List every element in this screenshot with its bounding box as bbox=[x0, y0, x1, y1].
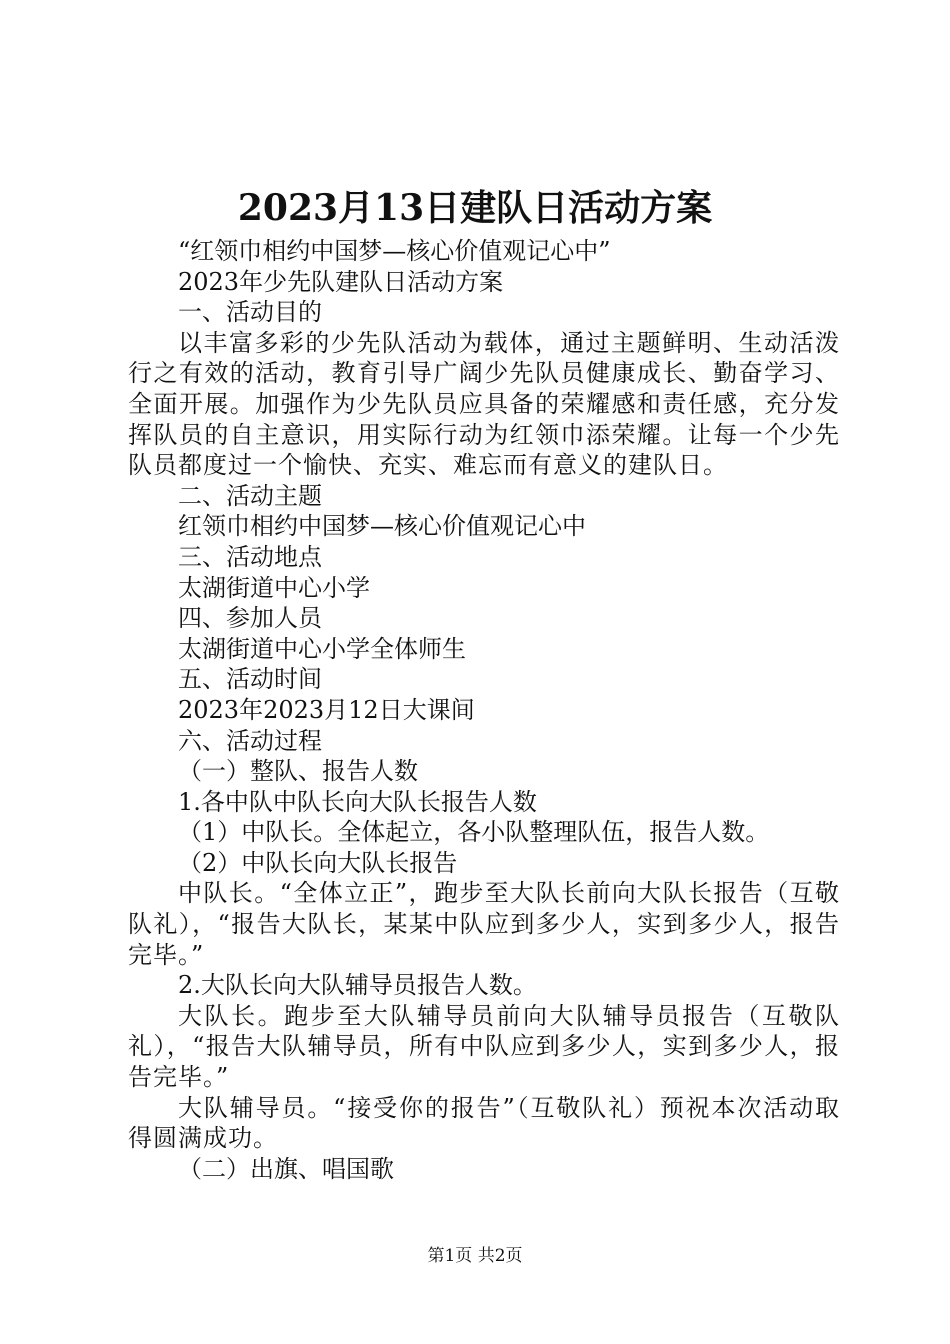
counselor-reply-paragraph: 大队辅导员。“接受你的报告”（互敬队礼）预祝本次活动取得圆满成功。 bbox=[128, 1093, 840, 1153]
slogan-line: “红领巾相约中国梦—核心价值观记心中” bbox=[178, 237, 611, 265]
document-title: 2023月13日建队日活动方案 bbox=[237, 187, 713, 229]
squadron-report-paragraph: 中队长。“全体立正”，跑步至大队长前向大队长报告（互敬队礼），“报告大队长，某某中队应到多少人，实到多少人，报告完毕。” bbox=[128, 879, 840, 969]
process-item-1: （1）中队长。全体起立，各小队整理队伍，报告人数。 bbox=[178, 818, 770, 847]
heading-participants: 四、参加人员 bbox=[178, 604, 322, 633]
process-item-2: （2）中队长向大队长报告 bbox=[178, 848, 458, 877]
heading-time: 五、活动时间 bbox=[178, 665, 322, 694]
page-footer: 第1页 共2页 bbox=[427, 1246, 523, 1266]
heading-process: 六、活动过程 bbox=[178, 726, 322, 755]
document-body bbox=[128, 236, 840, 1184]
plan-subtitle: 2023年少先队建队日活动方案 bbox=[178, 267, 504, 296]
process-step-1: （一）整队、报告人数 bbox=[178, 757, 418, 786]
heading-theme: 二、活动主题 bbox=[178, 481, 322, 510]
process-step-2: （二）出旗、唱国歌 bbox=[178, 1154, 394, 1183]
purpose-paragraph: 以丰富多彩的少先队活动为载体，通过主题鲜明、生动活泼行之有效的活动，教育引导广阔少先队员健康成长、勤奋学习、全面开展。加强作为少先队员应具备的荣耀感和责任感，充分发挥队员的自主意识，用实际行动为红领巾添荣耀。让每一个少先队员都度过一个愉快、充实、难忘而有意义的建队日。 bbox=[128, 328, 840, 480]
process-substep-2: 2.大队长向大队辅导员报告人数。 bbox=[178, 971, 537, 1000]
process-substep-1: 1.各中队中队长向大队长报告人数 bbox=[178, 787, 537, 816]
theme-text: 红领巾相约中国梦—核心价值观记心中 bbox=[178, 512, 586, 541]
heading-location: 三、活动地点 bbox=[178, 542, 322, 571]
brigade-report-paragraph: 大队长。跑步至大队辅导员前向大队辅导员报告（互敬队礼），“报告大队辅导员，所有中队应到多少人，实到多少人，报告完毕。” bbox=[128, 1001, 840, 1092]
heading-purpose: 一、活动目的 bbox=[178, 298, 322, 327]
location-text: 太湖街道中心小学 bbox=[178, 573, 370, 602]
participants-text: 太湖街道中心小学全体师生 bbox=[178, 634, 466, 663]
time-text: 2023年2023月12日大课间 bbox=[178, 695, 475, 724]
